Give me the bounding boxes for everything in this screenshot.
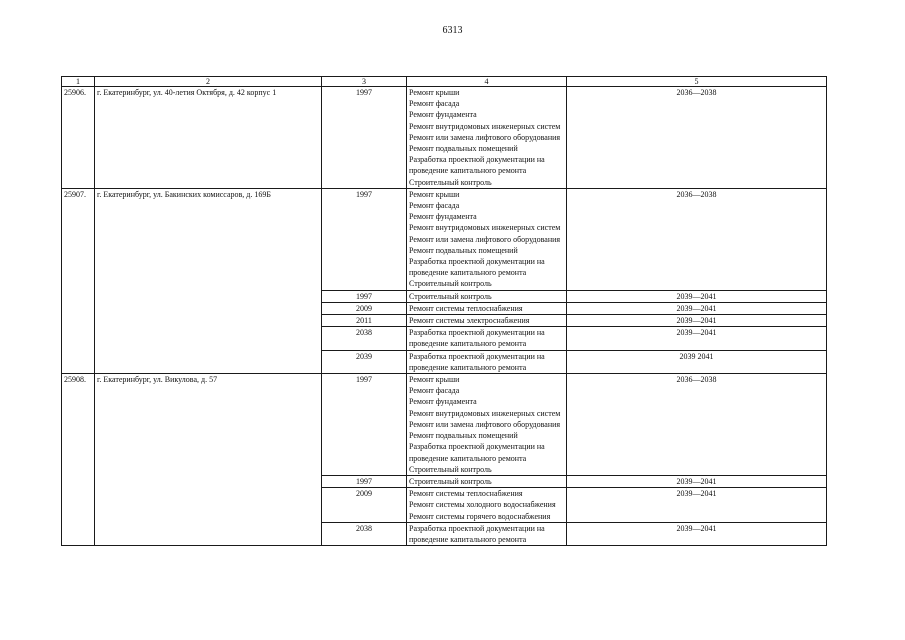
row-works [407,87,567,189]
entry-number: 25907. [62,188,95,373]
row-works [407,290,567,302]
work-item: Ремонт или замена лифтового оборудования [409,132,561,142]
row-works [407,374,567,476]
row-year: 2009 [322,488,407,523]
work-item: Ремонт фундамента [409,212,477,222]
entry-number: 25908. [62,374,95,546]
work-item: Строительный контроль [409,279,492,289]
work-item: Ремонт фасада [409,201,460,211]
entry-address: г. Екатеринбург, ул. 40-летия Октября, д. 42 корпус 1 [95,87,322,189]
row-year: 1997 [322,290,407,302]
work-item: Ремонт или замена лифтового оборудования [409,419,561,429]
entry-address: г. Екатеринбург, ул. Бакинских комиссаров, д. 169Б [95,188,322,373]
work-item: Разработка проектной документации на [409,351,545,361]
row-works [407,302,567,314]
row-term: 2039—2041 [567,290,827,302]
work-item: Ремонт крыши [409,375,460,385]
work-item: Ремонт подвальных помещений [409,431,518,441]
work-item: Ремонт фундамента [409,397,477,407]
row-term: 2039—2041 [567,488,827,523]
work-item: Ремонт внутридомовых инженерных систем [409,223,561,233]
entry-number: 25906. [62,87,95,189]
row-works [407,488,567,523]
row-year: 2038 [322,327,407,350]
row-term: 2039—2041 [567,327,827,350]
work-item: Строительный контроль [409,177,492,187]
work-item: Ремонт системы теплоснабжения [409,303,523,313]
entry-address: г. Екатеринбург, ул. Викулова, д. 57 [95,374,322,546]
header-cell-3: 3 [322,77,407,87]
row-term: 2036—2038 [567,188,827,290]
row-year: 2038 [322,522,407,545]
work-item: проведение капитального ремонта [409,339,527,349]
work-item: Разработка проектной документации на [409,155,545,165]
work-item: Разработка проектной документации на [409,328,545,338]
header-cell-1: 1 [62,77,95,87]
row-works [407,475,567,487]
work-item: Разработка проектной документации на [409,257,545,267]
table-row [62,87,827,189]
header-cell-2: 2 [95,77,322,87]
work-item: Строительный контроль [409,291,492,301]
work-item: Ремонт внутридомовых инженерных систем [409,121,561,131]
work-item: Ремонт системы горячего водоснабжения [409,511,551,521]
work-item: Разработка проектной документации на [409,442,545,452]
row-term: 2039—2041 [567,315,827,327]
row-works [407,350,567,373]
work-item: проведение капитального ремонта [409,362,527,372]
work-item: Ремонт фасада [409,386,460,396]
work-item: проведение капитального ремонта [409,534,527,544]
row-term: 2039—2041 [567,475,827,487]
work-item: Ремонт фасада [409,99,460,109]
work-item: Ремонт крыши [409,88,460,97]
table-row [62,374,827,476]
row-works [407,522,567,545]
row-works [407,327,567,350]
table-body [62,77,827,546]
row-year: 1997 [322,87,407,189]
row-works [407,315,567,327]
row-year: 1997 [322,475,407,487]
row-year: 2039 [322,350,407,373]
work-item: Ремонт системы теплоснабжения [409,489,523,499]
work-item: Разработка проектной документации на [409,523,545,533]
row-term: 2039 2041 [567,350,827,373]
work-item: Ремонт фундамента [409,110,477,120]
header-row [62,77,827,87]
row-term: 2036—2038 [567,87,827,189]
work-item: Ремонт подвальных помещений [409,245,518,255]
row-works [407,188,567,290]
work-item: Ремонт внутридомовых инженерных систем [409,408,561,418]
row-term: 2039—2041 [567,522,827,545]
page-number: 6313 [442,25,463,36]
work-item: Ремонт или замена лифтового оборудования [409,234,561,244]
header-cell-4: 4 [407,77,567,87]
table-row [62,188,827,290]
row-year: 1997 [322,188,407,290]
work-item: Ремонт крыши [409,189,460,199]
header-cell-5: 5 [567,77,827,87]
work-item: проведение капитального ремонта [409,166,527,176]
work-item: проведение капитального ремонта [409,453,527,463]
work-item: Строительный контроль [409,464,492,474]
work-item: Ремонт системы электроснабжения [409,316,530,326]
row-term: 2036—2038 [567,374,827,476]
row-year: 1997 [322,374,407,476]
row-term: 2039—2041 [567,302,827,314]
work-item: проведение капитального ремонта [409,268,527,278]
work-item: Ремонт подвальных помещений [409,144,518,154]
row-year: 2009 [322,302,407,314]
work-item: Ремонт системы холодного водоснабжения [409,500,556,510]
row-year: 2011 [322,315,407,327]
repair-schedule-table [61,76,827,546]
work-item: Строительный контроль [409,476,492,486]
